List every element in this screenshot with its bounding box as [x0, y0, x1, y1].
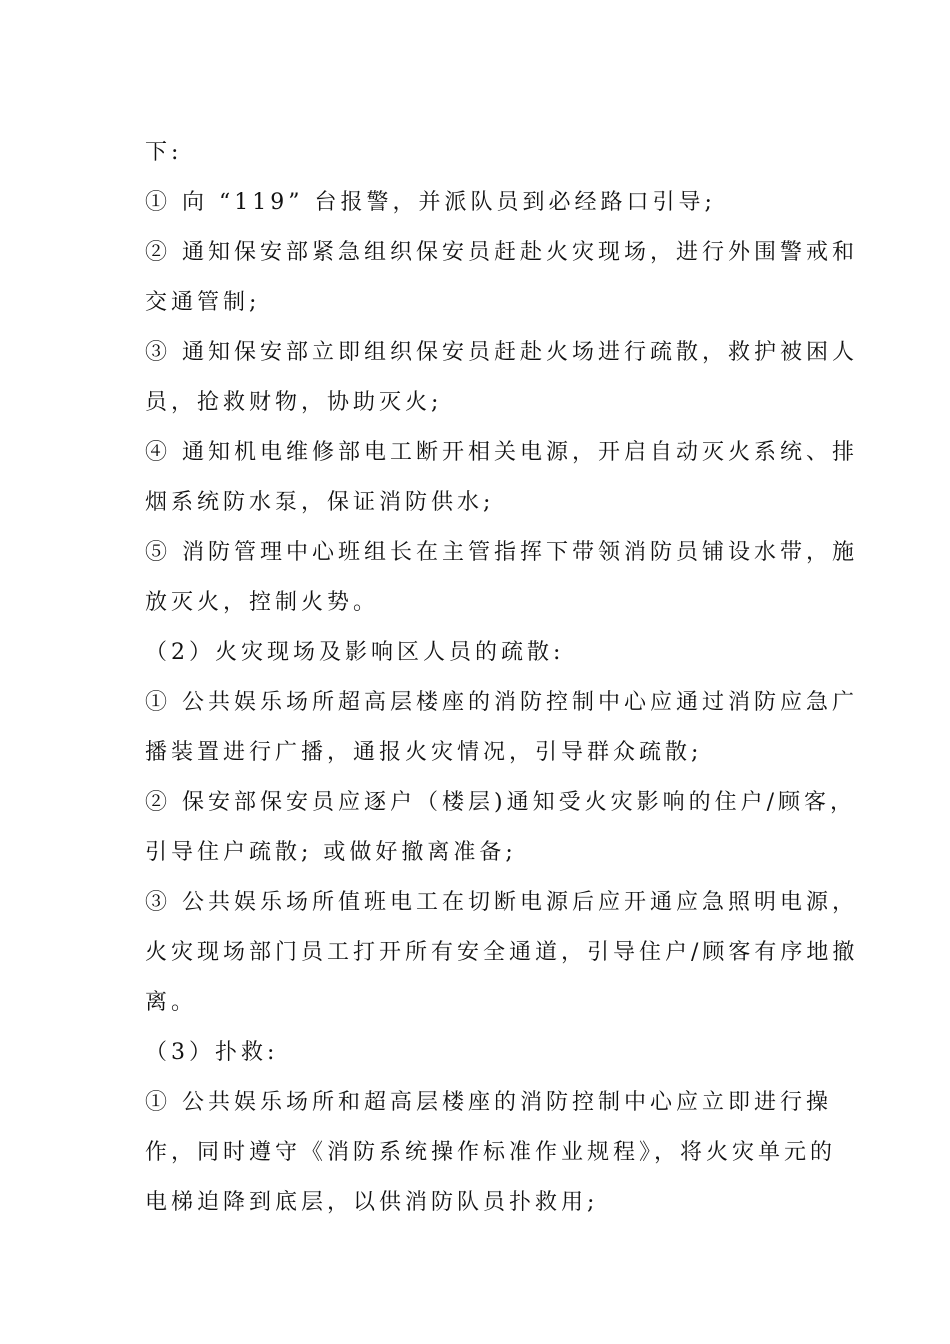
text-line: ⑤ 消防管理中心班组长在主管指挥下带领消防员铺设水带，施: [145, 540, 858, 565]
text-line: ③ 通知保安部立即组织保安员赶赴火场进行疏散，救护被困人: [145, 340, 858, 365]
text-line: 烟系统防水泵，保证消防供水;: [145, 490, 495, 515]
text-line: ③ 公共娱乐场所值班电工在切断电源后应开通应急照明电源，: [145, 890, 858, 915]
text-line: ① 公共娱乐场所超高层楼座的消防控制中心应通过消防应急广: [145, 690, 858, 715]
text-line: 引导住户疏散; 或做好撤离准备;: [145, 840, 517, 865]
text-line: 作，同时遵守《消防系统操作标准作业规程》，将火灾单元的: [145, 1140, 837, 1165]
text-line: ① 公共娱乐场所和超高层楼座的消防控制中心应立即进行操: [145, 1090, 832, 1115]
text-line: 电梯迫降到底层，以供消防队员扑救用;: [145, 1190, 599, 1215]
section-heading: （2）火灾现场及影响区人员的疏散:: [145, 640, 565, 665]
text-line: 交通管制;: [145, 290, 261, 315]
text-line: 放灭火，控制火势。: [145, 590, 380, 615]
text-line: 下:: [145, 140, 183, 165]
text-line: 火灾现场部门员工打开所有安全通道，引导住户/顾客有序地撤: [145, 940, 859, 965]
text-line: ② 通知保安部紧急组织保安员赶赴火灾现场，进行外围警戒和: [145, 240, 858, 265]
text-line: ① 向 “119” 台报警，并派队员到必经路口引导;: [145, 190, 716, 215]
text-line: ② 保安部保安员应逐户（楼层)通知受火灾影响的住户/顾客，: [145, 790, 856, 815]
text-line: 离。: [145, 990, 198, 1015]
text-line: ④ 通知机电维修部电工断开相关电源，开启自动灭火系统、排: [145, 440, 858, 465]
text-line: 播装置进行广播，通报火灾情况，引导群众疏散;: [145, 740, 703, 765]
text-line: 员，抢救财物，协助灭火;: [145, 390, 443, 415]
section-heading: （3）扑救:: [145, 1040, 279, 1065]
